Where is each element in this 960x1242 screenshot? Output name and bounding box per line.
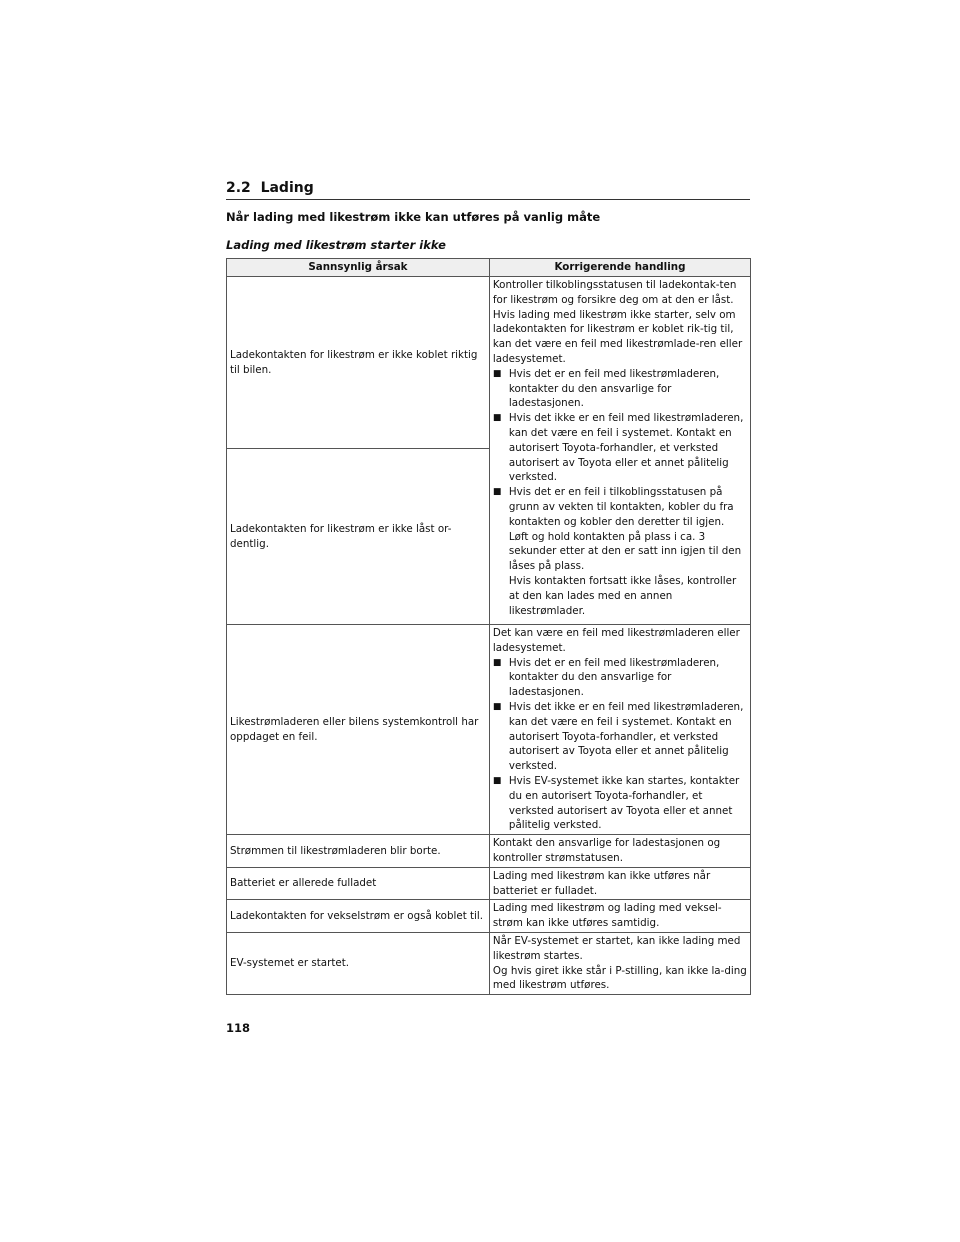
troubleshooting-table: [226, 258, 751, 995]
action-paragraph: Og hvis giret ikke står i P-stilling, kan ikke la-ding med likestrøm utføres.: [492, 964, 747, 992]
action-cell: Lading med likestrøm kan ikke utføres når batteriet er fulladet.: [489, 867, 750, 900]
list-item: [493, 411, 747, 485]
action-paragraph: Kontroller tilkoblingsstatusen til ladekontak-ten for likestrøm og forsikre deg om at den er låst.: [492, 279, 737, 306]
page-heading: Når lading med likestrøm ikke kan utføres på vanlig måte: [226, 210, 601, 224]
list-item-text: Hvis det ikke er en feil med likestrømladeren, kan det være en feil i systemet. Kontakt en autorisert Toyota-forhandler, et verksted autorisert av Toyota eller et annet pålitelig verksted.: [508, 700, 744, 773]
table-row: [227, 277, 751, 449]
cause-cell: Ladekontakten for likestrøm er ikke låst or-dentlig.: [227, 449, 490, 625]
action-paragraph: Det kan være en feil med likestrømladeren eller ladesystemet.: [492, 627, 740, 654]
action-cell: [489, 932, 750, 994]
list-item-text: Hvis det ikke er en feil med likestrømladeren, kan det være en feil i systemet. Kontakt en autorisert Toyota-forhandler, et verksted autorisert av Toyota eller et annet pålitelig verksted.: [508, 412, 744, 484]
square-bullet-icon: ■: [492, 487, 502, 498]
action-cell: [489, 625, 750, 835]
table-row: [227, 625, 751, 835]
section-title: Lading: [260, 180, 314, 196]
list-item: [493, 774, 747, 833]
square-bullet-icon: ■: [492, 775, 502, 786]
cause-cell: Batteriet er allerede fulladet: [227, 867, 490, 900]
square-bullet-icon: ■: [492, 413, 502, 424]
action-cell: Kontakt den ansvarlige for ladestasjonen og kontroller strømstatusen.: [489, 835, 750, 868]
list-item-text: Hvis det er en feil med likestrømladeren, kontakter du den ansvarlige for ladestasjonen.: [508, 656, 720, 699]
list-item-text: Hvis det er en feil med likestrømladeren, kontakter du den ansvarlige for ladestasjonen.: [508, 367, 720, 410]
cause-cell: Ladekontakten for likestrøm er ikke koblet riktig til bilen.: [227, 277, 490, 449]
action-bullet-list: [493, 367, 747, 619]
table-row: [227, 835, 751, 868]
action-cell: Lading med likestrøm og lading med veksel-strøm kan ikke utføres samtidig.: [489, 900, 750, 933]
list-item-text: Hvis EV-systemet ikke kan startes, kontakter du en autorisert Toyota-forhandler, et verksted autorisert av Toyota eller et annet pålitelig verksted.: [508, 774, 740, 832]
list-item-text: Hvis kontakten fortsatt ikke låses, kontroller at den kan lades med en annen likestrømlader.: [508, 574, 737, 617]
table-row: [227, 867, 751, 900]
action-paragraph: Når EV-systemet er startet, kan ikke lading med likestrøm startes.: [492, 934, 741, 962]
list-item-text: Hvis det er en feil i tilkoblingsstatusen på grunn av vekten til kontakten, kobler du fra kontakten og kobler den deretter til igjen. Løft og hold kontakten på plass i ca. 3 sekunder etter at den er satt inn igjen til den låses på plass.: [508, 486, 742, 573]
list-item: [493, 367, 747, 411]
section-header: [226, 180, 750, 200]
cause-cell: Strømmen til likestrømladeren blir borte.: [227, 835, 490, 868]
square-bullet-icon: ■: [492, 701, 502, 712]
list-item: [493, 700, 747, 774]
action-paragraph: Hvis lading med likestrøm ikke starter, selv om ladekontakten for likestrøm er koblet rik-tig til, kan det være en feil med likestrømlade-ren eller ladesystemet.: [492, 308, 743, 365]
list-item: [493, 485, 747, 618]
square-bullet-icon: ■: [492, 368, 502, 379]
action-cell: [489, 277, 750, 625]
page-number: 118: [226, 1021, 251, 1035]
cause-cell: Likestrømladeren eller bilens systemkontroll har oppdaget en feil.: [227, 625, 490, 835]
table-row: [227, 900, 751, 933]
page-subheading: Lading med likestrøm starter ikke: [226, 238, 446, 252]
list-item: [493, 656, 747, 700]
section-number: 2.2: [226, 180, 251, 196]
cause-cell: EV-systemet er startet.: [227, 932, 490, 994]
table-row: [227, 932, 751, 994]
table-header-row: [227, 259, 751, 277]
action-bullet-list: [493, 656, 747, 834]
column-header-cause: Sannsynlig årsak: [227, 259, 490, 277]
column-header-action: Korrigerende handling: [489, 259, 750, 277]
square-bullet-icon: ■: [492, 657, 502, 668]
cause-cell: Ladekontakten for vekselstrøm er også koblet til.: [227, 900, 490, 933]
